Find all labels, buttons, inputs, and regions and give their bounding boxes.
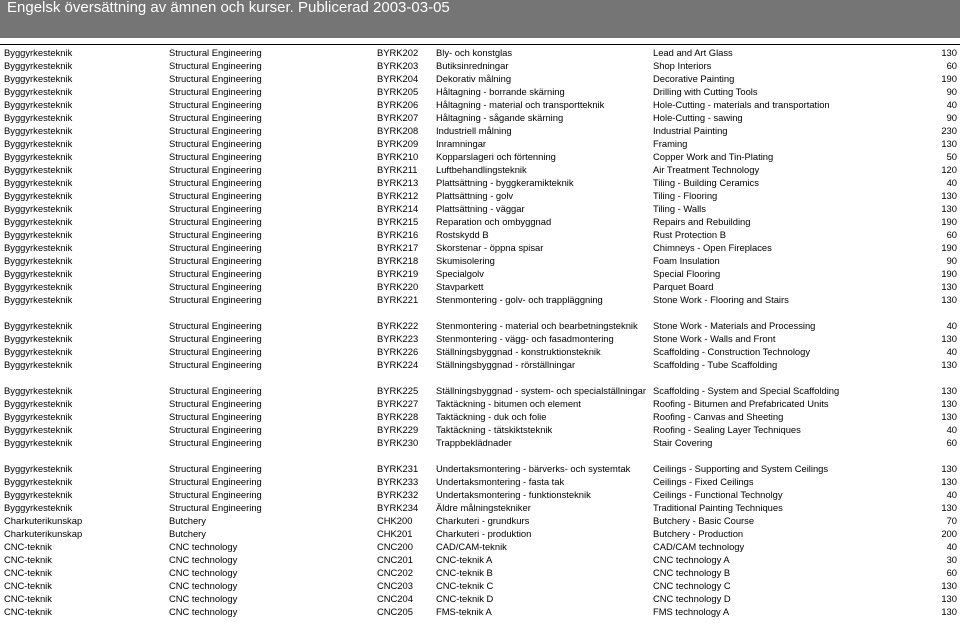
points-cell: 130	[941, 605, 957, 617]
course-code-cell: BYRK211	[377, 163, 418, 175]
course-code-cell: CNC205	[377, 605, 413, 617]
course-en-cell: Ceilings - Fixed Ceilings	[653, 475, 754, 487]
table-row	[0, 175, 960, 188]
course-code-cell: BYRK230	[377, 436, 419, 448]
course-code-cell: BYRK232	[377, 488, 419, 500]
course-en-cell: Lead and Art Glass	[649, 45, 931, 58]
subject-sv-cell: Byggyrkesteknik	[4, 111, 73, 123]
course-sv-cell: Ställningsbyggnad - system- och specialställningar	[436, 384, 647, 396]
course-code-cell: BYRK207	[377, 111, 419, 123]
table-row	[0, 370, 960, 396]
points-cell: 90	[946, 254, 957, 266]
points-cell: 90	[946, 85, 957, 97]
subject-en-cell: Structural Engineering	[169, 410, 262, 422]
points-cell: 40	[946, 540, 957, 552]
course-sv-cell: Undertaksmontering - fasta tak	[436, 475, 565, 487]
course-sv-cell: Plattsättning - byggkeramikteknik	[436, 176, 574, 188]
subject-en-cell: Structural Engineering	[165, 45, 373, 58]
table-row	[0, 45, 960, 58]
subject-sv-cell: Byggyrkesteknik	[4, 384, 73, 396]
points-cell: 190	[941, 72, 957, 84]
points-cell: 130	[941, 189, 957, 201]
points-cell: 130	[941, 397, 957, 409]
course-en-cell: Scaffolding - Tube Scaffolding	[653, 358, 778, 370]
table-row	[0, 253, 960, 266]
course-en-cell: Ceilings - Supporting and System Ceilings	[653, 462, 829, 474]
course-en-cell: Shop Interiors	[653, 59, 712, 71]
subject-en-cell: Structural Engineering	[169, 397, 262, 409]
subject-en-cell: CNC technology	[169, 540, 238, 552]
course-sv-cell: Charkuteri - produktion	[436, 527, 532, 539]
course-sv-cell: Taktäckning - duk och folie	[436, 410, 547, 422]
course-sv-cell: Butiksinredningar	[436, 59, 509, 71]
course-code-cell: BYRK220	[377, 280, 419, 292]
subject-en-cell: CNC technology	[169, 592, 238, 604]
course-code-cell: BYRK203	[377, 59, 419, 71]
course-en-cell: Repairs and Rebuilding	[653, 215, 751, 227]
course-sv-cell: Specialgolv	[436, 267, 484, 279]
course-sv-cell: Undertaksmontering - bärverks- och systemtak	[436, 462, 631, 474]
points-cell: 230	[941, 124, 957, 136]
course-code-cell: BYRK233	[377, 475, 419, 487]
subject-en-cell: Structural Engineering	[169, 85, 262, 97]
course-table	[0, 44, 960, 617]
course-sv-cell: Reparation och ombyggnad	[436, 215, 552, 227]
table-row	[0, 539, 960, 552]
course-sv-cell: Kopparslageri och förtenning	[436, 150, 556, 162]
table-row	[0, 500, 960, 513]
course-code-cell: BYRK219	[377, 267, 419, 279]
table-row	[0, 435, 960, 448]
course-sv-cell: Äldre målningstekniker	[436, 501, 531, 513]
course-sv-cell: Stavparkett	[436, 280, 484, 292]
table-row	[0, 565, 960, 578]
table-row	[0, 305, 960, 331]
course-en-cell: Butchery - Basic Course	[653, 514, 755, 526]
points-cell: 130	[941, 358, 957, 370]
course-en-cell: Scaffolding - System and Special Scaffolding	[653, 384, 840, 396]
points-cell: 190	[941, 241, 957, 253]
course-sv-cell: Håltagning - sågande skärning	[436, 111, 564, 123]
subject-sv-cell: Byggyrkesteknik	[4, 85, 73, 97]
course-code-cell: BYRK229	[377, 423, 419, 435]
page-title: Engelsk översättning av ämnen och kurser. Publicerad 2003-03-05	[7, 0, 450, 16]
subject-sv-cell: CNC-teknik	[4, 579, 52, 591]
table-row	[0, 409, 960, 422]
subject-sv-cell: Byggyrkesteknik	[4, 254, 73, 266]
course-sv-cell: Håltagning - material och transportteknik	[436, 98, 605, 110]
course-sv-cell: CNC-teknik C	[436, 579, 494, 591]
course-en-cell: Stair Covering	[653, 436, 713, 448]
course-sv-cell: FMS-teknik A	[436, 605, 492, 617]
subject-en-cell: Structural Engineering	[169, 345, 262, 357]
course-en-cell: Tiling - Walls	[653, 202, 706, 214]
course-sv-cell: Taktäckning - tätskiktsteknik	[436, 423, 553, 435]
subject-en-cell: Structural Engineering	[169, 163, 262, 175]
subject-sv-cell: Byggyrkesteknik	[4, 397, 73, 409]
course-code-cell: BYRK215	[377, 215, 419, 227]
course-code-cell: BYRK206	[377, 98, 419, 110]
subject-sv-cell: Byggyrkesteknik	[4, 501, 73, 513]
subject-en-cell: Structural Engineering	[169, 59, 262, 71]
subject-sv-cell: CNC-teknik	[4, 553, 52, 565]
subject-en-cell: Structural Engineering	[169, 111, 262, 123]
points-cell: 130	[941, 280, 957, 292]
course-sv-cell: Håltagning - borrande skärning	[436, 85, 565, 97]
course-code-cell: BYRK212	[377, 189, 419, 201]
subject-en-cell: Structural Engineering	[169, 137, 262, 149]
subject-sv-cell: Byggyrkesteknik	[4, 215, 73, 227]
course-en-cell: Roofing - Canvas and Sheeting	[653, 410, 784, 422]
subject-sv-cell: Byggyrkesteknik	[4, 462, 73, 474]
course-code-cell: BYRK210	[377, 150, 419, 162]
course-en-cell: CNC technology A	[653, 553, 730, 565]
course-en-cell: CAD/CAM technology	[653, 540, 745, 552]
course-code-cell: BYRK205	[377, 85, 419, 97]
table-row	[0, 110, 960, 123]
course-sv-cell: Rostskydd B	[436, 228, 489, 240]
subject-sv-cell: Byggyrkesteknik	[4, 241, 73, 253]
points-cell: 40	[946, 98, 957, 110]
points-cell: 130	[941, 293, 957, 305]
subject-sv-cell: Byggyrkesteknik	[4, 345, 73, 357]
subject-en-cell: Structural Engineering	[169, 358, 262, 370]
course-sv-cell: CNC-teknik A	[436, 553, 493, 565]
table-row	[0, 97, 960, 110]
subject-sv-cell: Byggyrkesteknik	[4, 423, 73, 435]
subject-sv-cell: Byggyrkesteknik	[4, 59, 73, 71]
subject-en-cell: Structural Engineering	[169, 280, 262, 292]
points-cell: 130	[941, 332, 957, 344]
course-code-cell: BYRK208	[377, 124, 419, 136]
course-en-cell: Rust Protection B	[653, 228, 726, 240]
subject-sv-cell: Byggyrkesteknik	[4, 72, 73, 84]
course-code-cell: BYRK225	[377, 384, 419, 396]
course-en-cell: Butchery - Production	[653, 527, 744, 539]
subject-en-cell: Structural Engineering	[169, 228, 262, 240]
course-code-cell: CHK201	[377, 527, 413, 539]
course-en-cell: Framing	[653, 137, 688, 149]
course-code-cell: BYRK226	[377, 345, 419, 357]
points-cell: 70	[946, 514, 957, 526]
course-en-cell: Industrial Painting	[653, 124, 728, 136]
course-sv-cell: Undertaksmontering - funktionsteknik	[436, 488, 591, 500]
course-code-cell: BYRK204	[377, 72, 419, 84]
points-cell: 130	[941, 137, 957, 149]
points-cell: 60	[946, 566, 957, 578]
course-en-cell: Stone Work - Walls and Front	[653, 332, 776, 344]
page-header-banner	[0, 0, 960, 38]
course-code-cell: BYRK216	[377, 228, 419, 240]
table-row	[0, 552, 960, 565]
table-row	[0, 591, 960, 604]
course-en-cell: Special Flooring	[653, 267, 721, 279]
course-en-cell: Stone Work - Flooring and Stairs	[653, 293, 789, 305]
course-sv-cell: Dekorativ målning	[436, 72, 512, 84]
subject-en-cell: Structural Engineering	[169, 150, 262, 162]
subject-sv-cell: Byggyrkesteknik	[4, 488, 73, 500]
points-cell: 40	[946, 345, 957, 357]
subject-en-cell: Structural Engineering	[169, 98, 262, 110]
points-cell: 120	[941, 163, 957, 175]
course-sv-cell: Ställningsbyggnad - rörställningar	[436, 358, 576, 370]
table-row	[0, 526, 960, 539]
points-cell: 130	[941, 592, 957, 604]
table-row	[0, 487, 960, 500]
course-en-cell: CNC technology B	[653, 566, 731, 578]
subject-en-cell: Butchery	[169, 527, 206, 539]
subject-sv-cell: Byggyrkesteknik	[4, 137, 73, 149]
subject-en-cell: Structural Engineering	[169, 241, 262, 253]
subject-en-cell: Structural Engineering	[169, 501, 262, 513]
course-en-cell: FMS technology A	[653, 605, 730, 617]
course-sv-cell: CAD/CAM-teknik	[436, 540, 507, 552]
course-en-cell: Stone Work - Materials and Processing	[653, 319, 816, 331]
subject-sv-cell: Charkuterikunskap	[4, 527, 83, 539]
course-code-cell: BYRK214	[377, 202, 419, 214]
course-sv-cell: Plattsättning - golv	[436, 189, 514, 201]
subject-sv-cell: Byggyrkesteknik	[4, 150, 73, 162]
subject-sv-cell: Byggyrkesteknik	[4, 358, 73, 370]
points-cell: 130	[941, 410, 957, 422]
course-code-cell: BYRK224	[377, 358, 419, 370]
table-row	[0, 396, 960, 409]
points-cell: 30	[946, 553, 957, 565]
course-sv-cell: Ställningsbyggnad - konstruktionsteknik	[436, 345, 601, 357]
subject-sv-cell: Byggyrkesteknik	[4, 319, 73, 331]
points-cell: 60	[946, 436, 957, 448]
points-cell: 40	[946, 176, 957, 188]
subject-en-cell: Structural Engineering	[169, 332, 262, 344]
course-sv-cell: CNC-teknik D	[436, 592, 494, 604]
course-sv-cell: Skumisolering	[436, 254, 495, 266]
course-en-cell: Air Treatment Technology	[653, 163, 760, 175]
course-code-cell: BYRK217	[377, 241, 419, 253]
subject-sv-cell: Byggyrkesteknik	[0, 45, 165, 58]
course-code-cell: CNC200	[377, 540, 413, 552]
table-row	[0, 71, 960, 84]
subject-sv-cell: Byggyrkesteknik	[4, 98, 73, 110]
points-cell: 130	[941, 475, 957, 487]
table-row	[0, 292, 960, 305]
subject-sv-cell: CNC-teknik	[4, 592, 52, 604]
course-code-cell: BYRK202	[373, 45, 432, 58]
subject-sv-cell: Byggyrkesteknik	[4, 280, 73, 292]
subject-sv-cell: CNC-teknik	[4, 540, 52, 552]
subject-en-cell: Structural Engineering	[169, 202, 262, 214]
subject-en-cell: Structural Engineering	[169, 436, 262, 448]
table-row	[0, 201, 960, 214]
course-code-cell: BYRK234	[377, 501, 419, 513]
course-sv-cell: Inramningar	[436, 137, 487, 149]
table-row	[0, 227, 960, 240]
points-cell: 60	[946, 228, 957, 240]
points-cell: 130	[941, 384, 957, 396]
course-en-cell: Drilling with Cutting Tools	[653, 85, 758, 97]
subject-en-cell: Structural Engineering	[169, 462, 262, 474]
course-code-cell: BYRK209	[377, 137, 419, 149]
subject-sv-cell: Byggyrkesteknik	[4, 436, 73, 448]
points-cell: 40	[946, 423, 957, 435]
subject-en-cell: Structural Engineering	[169, 215, 262, 227]
points-cell: 50	[946, 150, 957, 162]
table-row	[0, 240, 960, 253]
course-en-cell: Copper Work and Tin-Plating	[653, 150, 774, 162]
subject-en-cell: Structural Engineering	[169, 176, 262, 188]
subject-sv-cell: CNC-teknik	[4, 605, 52, 617]
course-code-cell: BYRK227	[377, 397, 419, 409]
course-en-cell: Decorative Painting	[653, 72, 735, 84]
table-row	[0, 149, 960, 162]
course-en-cell: Foam Insulation	[653, 254, 720, 266]
subject-en-cell: CNC technology	[169, 566, 238, 578]
subject-sv-cell: Charkuterikunskap	[4, 514, 83, 526]
course-code-cell: BYRK223	[377, 332, 419, 344]
course-sv-cell: Trappbeklädnader	[436, 436, 512, 448]
subject-en-cell: Butchery	[169, 514, 206, 526]
subject-en-cell: Structural Engineering	[169, 423, 262, 435]
subject-en-cell: Structural Engineering	[169, 488, 262, 500]
course-code-cell: CNC201	[377, 553, 413, 565]
table-row	[0, 422, 960, 435]
subject-en-cell: Structural Engineering	[169, 293, 262, 305]
subject-en-cell: CNC technology	[169, 605, 238, 617]
table-row	[0, 214, 960, 227]
course-sv-cell: Stenmontering - golv- och trappläggning	[436, 293, 603, 305]
table-row	[0, 266, 960, 279]
course-en-cell: CNC technology C	[653, 579, 731, 591]
course-code-cell: BYRK213	[377, 176, 419, 188]
subject-en-cell: Structural Engineering	[169, 384, 262, 396]
table-row	[0, 357, 960, 370]
course-code-cell: CNC204	[377, 592, 413, 604]
table-row	[0, 344, 960, 357]
subject-sv-cell: CNC-teknik	[4, 566, 52, 578]
subject-en-cell: Structural Engineering	[169, 267, 262, 279]
course-code-cell: BYRK221	[377, 293, 419, 305]
subject-en-cell: Structural Engineering	[169, 319, 262, 331]
table-row	[0, 188, 960, 201]
subject-en-cell: Structural Engineering	[169, 189, 262, 201]
points-cell: 40	[946, 319, 957, 331]
points-cell: 200	[941, 527, 957, 539]
course-sv-cell: Charkuteri - grundkurs	[436, 514, 530, 526]
subject-en-cell: Structural Engineering	[169, 254, 262, 266]
points-cell: 130	[941, 501, 957, 513]
course-sv-cell: CNC-teknik B	[436, 566, 493, 578]
subject-sv-cell: Byggyrkesteknik	[4, 228, 73, 240]
table-row	[0, 474, 960, 487]
subject-en-cell: Structural Engineering	[169, 475, 262, 487]
table-row	[0, 58, 960, 71]
course-en-cell: Parquet Board	[653, 280, 714, 292]
subject-en-cell: Structural Engineering	[169, 124, 262, 136]
course-sv-cell: Plattsättning - väggar	[436, 202, 525, 214]
subject-sv-cell: Byggyrkesteknik	[4, 163, 73, 175]
course-code-cell: CNC202	[377, 566, 413, 578]
course-sv-cell: Bly- och konstglas	[432, 45, 649, 58]
course-code-cell: BYRK218	[377, 254, 419, 266]
points-cell: 130	[931, 45, 960, 58]
subject-sv-cell: Byggyrkesteknik	[4, 202, 73, 214]
course-en-cell: Roofing - Sealing Layer Techniques	[653, 423, 801, 435]
table-row	[0, 448, 960, 474]
points-cell: 130	[941, 462, 957, 474]
course-sv-cell: Stenmontering - material och bearbetningsteknik	[436, 319, 638, 331]
table-row	[0, 84, 960, 97]
points-cell: 190	[941, 215, 957, 227]
table-row	[0, 331, 960, 344]
course-en-cell: Roofing - Bitumen and Prefabricated Units	[653, 397, 829, 409]
table-row	[0, 513, 960, 526]
course-en-cell: Hole-Cutting - materials and transportation	[653, 98, 830, 110]
course-sv-cell: Stenmontering - vägg- och fasadmontering	[436, 332, 614, 344]
course-en-cell: Chimneys - Open Fireplaces	[653, 241, 772, 253]
course-code-cell: CHK200	[377, 514, 413, 526]
points-cell: 90	[946, 111, 957, 123]
course-en-cell: CNC technology D	[653, 592, 731, 604]
course-code-cell: CNC203	[377, 579, 413, 591]
course-en-cell: Traditional Painting Techniques	[653, 501, 783, 513]
points-cell: 130	[941, 579, 957, 591]
subject-sv-cell: Byggyrkesteknik	[4, 293, 73, 305]
subject-sv-cell: Byggyrkesteknik	[4, 267, 73, 279]
course-en-cell: Scaffolding - Construction Technology	[653, 345, 811, 357]
subject-sv-cell: Byggyrkesteknik	[4, 475, 73, 487]
points-cell: 130	[941, 202, 957, 214]
course-sv-cell: Luftbehandlingsteknik	[436, 163, 527, 175]
table-row	[0, 279, 960, 292]
course-sv-cell: Industriell målning	[436, 124, 512, 136]
course-en-cell: Ceilings - Functional Technolgy	[653, 488, 783, 500]
table-row	[0, 136, 960, 149]
subject-en-cell: Structural Engineering	[169, 72, 262, 84]
course-code-cell: BYRK228	[377, 410, 419, 422]
subject-sv-cell: Byggyrkesteknik	[4, 176, 73, 188]
points-cell: 190	[941, 267, 957, 279]
course-code-cell: BYRK222	[377, 319, 419, 331]
course-en-cell: Hole-Cutting - sawing	[653, 111, 743, 123]
course-code-cell: BYRK231	[377, 462, 419, 474]
course-sv-cell: Taktäckning - bitumen och element	[436, 397, 581, 409]
course-sv-cell: Skorstenar - öppna spisar	[436, 241, 544, 253]
table-row	[0, 123, 960, 136]
table-row	[0, 162, 960, 175]
subject-en-cell: CNC technology	[169, 553, 238, 565]
points-cell: 40	[946, 488, 957, 500]
points-cell: 60	[946, 59, 957, 71]
subject-sv-cell: Byggyrkesteknik	[4, 189, 73, 201]
table-row	[0, 578, 960, 591]
subject-en-cell: CNC technology	[169, 579, 238, 591]
course-en-cell: Tiling - Flooring	[653, 189, 718, 201]
table-row	[0, 604, 960, 617]
subject-sv-cell: Byggyrkesteknik	[4, 332, 73, 344]
subject-sv-cell: Byggyrkesteknik	[4, 410, 73, 422]
subject-sv-cell: Byggyrkesteknik	[4, 124, 73, 136]
course-en-cell: Tiling - Building Ceramics	[653, 176, 759, 188]
